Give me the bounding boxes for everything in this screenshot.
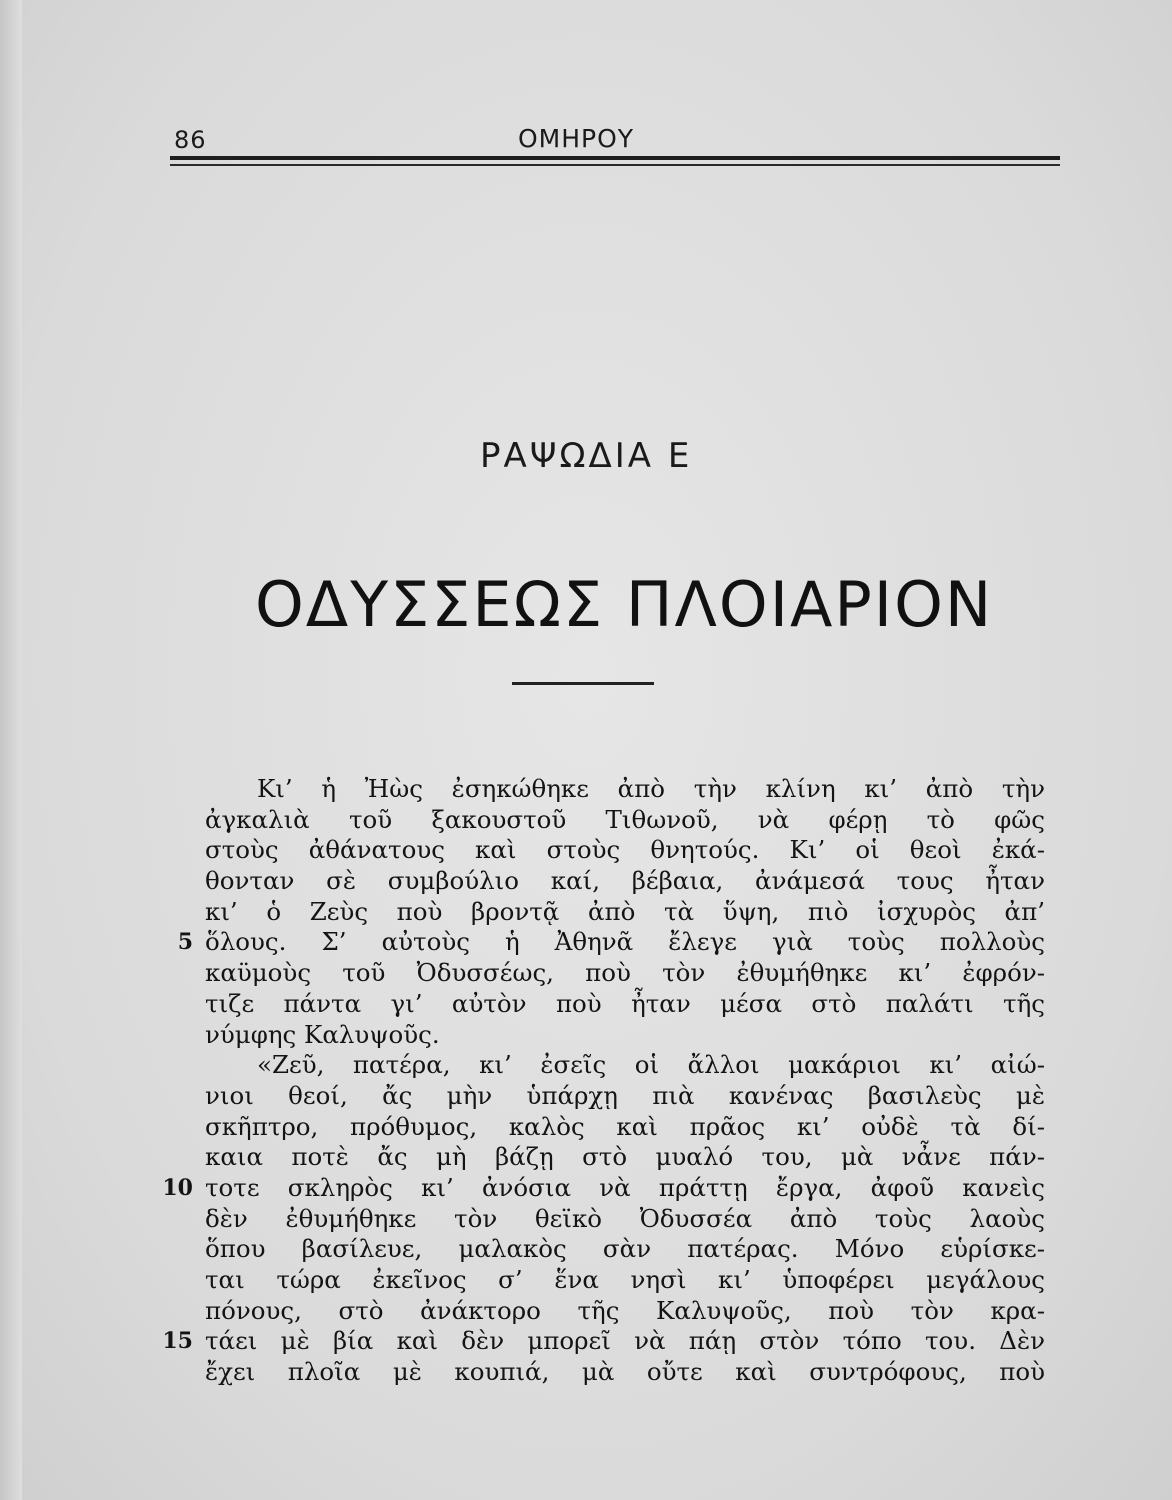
text-line: Κι’ ἡ Ἠὼς ἐσηκώθηκε ἀπὸ τὴν κλίνη κι’ ἀπὸ τὴν bbox=[257, 774, 1045, 803]
chapter-title: ΟΔΥΣΣΕΩΣ ΠΛΟΙΑΡΙΟΝ bbox=[255, 568, 994, 641]
line-number: 10 bbox=[162, 1174, 193, 1201]
text-line: ἔχει πλοῖα μὲ κουπιά, μὰ οὔτε καὶ συντρόφους, ποὺ bbox=[205, 1357, 1045, 1387]
text-line: «Ζεῦ, πατέρα, κι’ ἐσεῖς οἱ ἄλλοι μακάριοι κι’ αἰώ- bbox=[257, 1050, 1045, 1080]
page-edge bbox=[0, 0, 22, 1500]
text-line: στοὺς ἀθάνατους καὶ στοὺς θνητούς. Κι’ οἱ θεοὶ ἐκά- bbox=[205, 835, 1045, 865]
page-header bbox=[172, 120, 1062, 160]
text-line: ἀγκαλιὰ τοῦ ξακουστοῦ Τιθωνοῦ, νὰ φέρῃ τὸ φῶς bbox=[205, 804, 1045, 834]
text-line-10 bbox=[162, 1172, 1045, 1204]
header-rule bbox=[170, 156, 1060, 160]
running-title: ΟΜΗΡΟΥ bbox=[518, 124, 635, 153]
text-line: νιοι θεοί, ἄς μὴν ὑπάρχῃ πιὰ κανένας βασιλεὺς μὲ bbox=[205, 1080, 1045, 1110]
text-line-15 bbox=[162, 1326, 1045, 1357]
line-number: 5 bbox=[177, 929, 193, 956]
page-number: 86 bbox=[174, 126, 207, 154]
text-line: τιζε πάντα γι’ αὐτὸν ποὺ ἦταν μέσα στὸ παλάτι τῆς bbox=[205, 988, 1045, 1018]
text-line: καια ποτὲ ἄς μὴ βάζῃ στὸ μυαλό του, μὰ νἆνε πάν- bbox=[205, 1142, 1045, 1172]
text-line: καϋμοὺς τοῦ Ὀδυσσέως, ποὺ τὸν ἐθυμήθηκε κι’ ἐφρόν- bbox=[205, 958, 1045, 988]
text-line-content: τάει μὲ βία καὶ δὲν μπορεῖ νὰ πάῃ στὸν τόπο του. Δὲν bbox=[205, 1326, 1045, 1356]
text-line: ται τώρα ἐκεῖνος σ’ ἕνα νησὶ κι’ ὑποφέρει μεγάλους bbox=[205, 1265, 1045, 1294]
header-rule-thin bbox=[170, 164, 1060, 166]
text-line: δὲν ἐθυμήθηκε τὸν θεϊκὸ Ὀδυσσέα ἀπὸ τοὺς λαοὺς bbox=[205, 1203, 1045, 1233]
text-line: σκῆπτρο, πρόθυμος, καλὸς καὶ πρᾶος κι’ οὐδὲ τὰ δί- bbox=[205, 1111, 1045, 1141]
line-number: 15 bbox=[162, 1328, 193, 1355]
text-line-5 bbox=[177, 927, 1045, 958]
body-text bbox=[162, 774, 1045, 1388]
text-line: θονταν σὲ συμβούλιο καί, βέβαια, ἀνάμεσά τους ἦταν bbox=[205, 866, 1045, 896]
title-rule bbox=[512, 682, 654, 685]
text-line-content: τοτε σκληρὸς κι’ ἀνόσια νὰ πράττῃ ἔργα, ἀφοῦ κανεὶς bbox=[205, 1172, 1045, 1202]
text-line: ὅπου βασίλευε, μαλακὸς σὰν πατέρας. Μόνο εὑρίσκε- bbox=[205, 1234, 1045, 1264]
text-line-content: ὅλους. Σ’ αὐτοὺς ἡ Ἀθηνᾶ ἔλεγε γιὰ τοὺς πολλοὺς bbox=[205, 927, 1045, 957]
book-title: ΡΑΨΩΔΙΑ Ε bbox=[480, 436, 693, 476]
text-line: νύμφης Καλυψοῦς. bbox=[205, 1019, 440, 1049]
text-line: πόνους, στὸ ἀνάκτορο τῆς Καλυψοῦς, ποὺ τὸν κρα- bbox=[205, 1295, 1045, 1325]
text-line: κι’ ὁ Ζεὺς ποὺ βροντᾷ ἀπὸ τὰ ὕψη, πιὸ ἰσχυρὸς ἀπ’ bbox=[205, 896, 1045, 926]
